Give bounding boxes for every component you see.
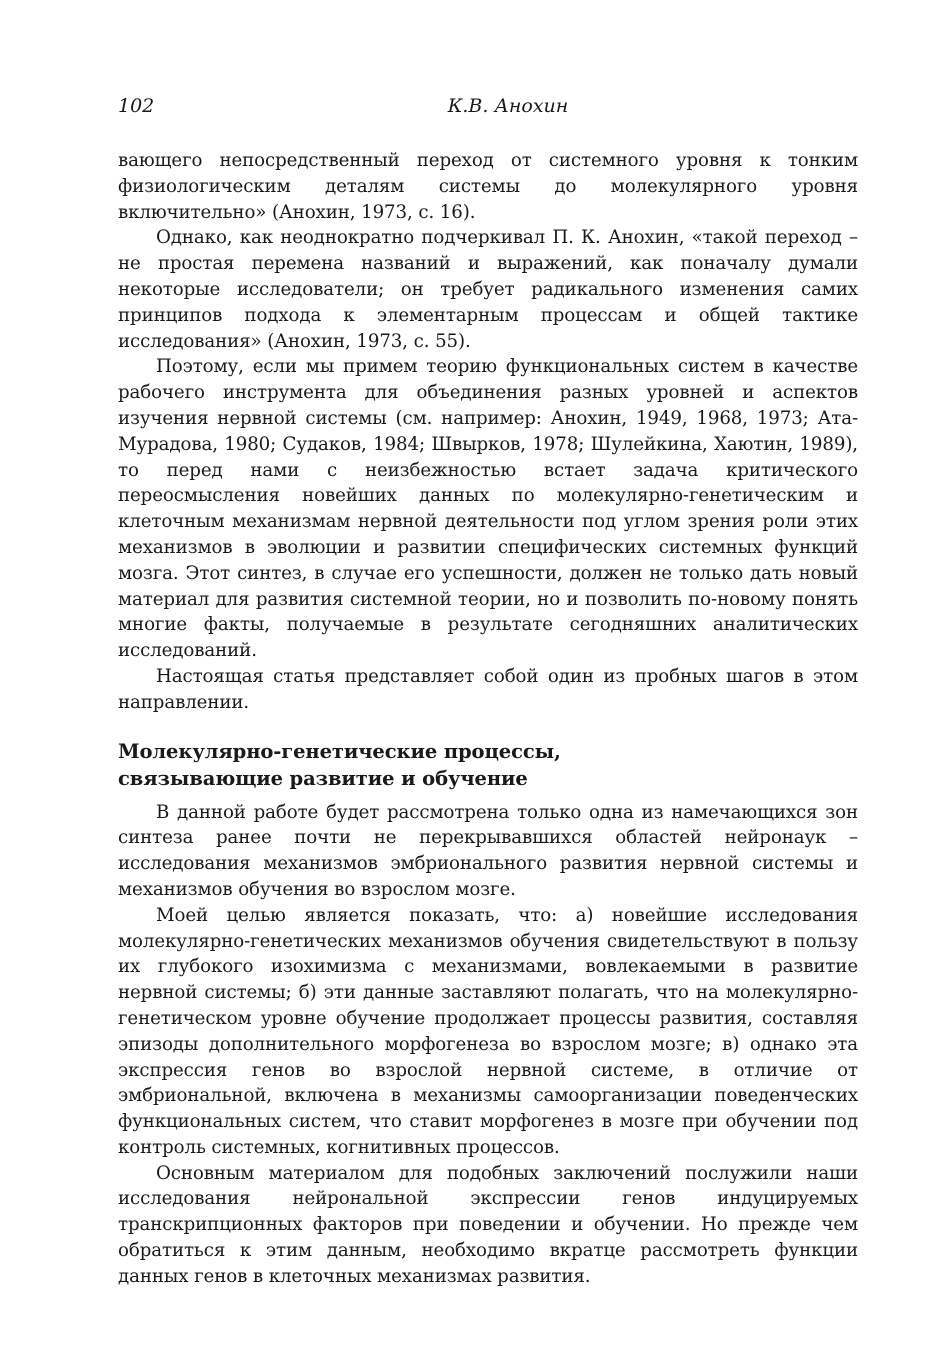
page-number: 102	[118, 95, 155, 117]
body-text	[118, 148, 858, 1290]
paragraph-continued: вающего непосредственный переход от системного уровня к тонким физиологическим деталям системы до молекулярного уровня включительно» (Анохин, 1973, с. 16).	[118, 150, 858, 223]
paragraph: В данной работе будет рассмотрена только одна из намечающихся зон синтеза ранее почти не перекрывавшихся областей нейронаук – исследования механизмов эмбрионального развития нервной системы и механизмов обучения во взрослом мозге.	[118, 801, 858, 900]
running-header-author: К.В. Анохин	[447, 95, 569, 117]
section-heading	[118, 738, 858, 792]
paragraph: Однако, как неоднократно подчеркивал П. К. Анохин, «такой переход – не простая перемена названий и выражений, как поначалу думали некоторые исследователи; он требует радикального изменения самих принципов подхода к элементарным процессам и общей тактике исследования» (Анохин, 1973, с. 55).	[118, 227, 858, 352]
section-heading-line: Молекулярно-генетические процессы,	[118, 739, 561, 763]
running-header	[118, 92, 858, 120]
paragraph: Поэтому, если мы примем теорию функциональных систем в качестве рабочего инструмента для объединения разных уровней и аспектов изучения нервной системы (см. например: Анохин, 1949, 1968, 1973; Ата-Мурадова, 1980; Судаков, 1984; Швырков, 1978; Шулейкина, Хаютин, 1989), то перед нами с неизбежностью встает задача критического переосмысления новейших данных по молекулярно-генетическим и клеточным механизмам нервной деятельности под углом зрения роли этих механизмов в эволюции и развитии специфических системных функций мозга. Этот синтез, в случае его успешности, должен не только дать новый материал для развития системной теории, но и позволить по-новому понять многие факты, получаемые в результате сегодняшних аналитических исследований.	[118, 356, 858, 662]
paragraph: Моей целью является показать, что: а) новейшие исследования молекулярно-генетических механизмов обучения свидетельствуют в пользу их глубокого изохимизма с механизмами, вовлекаемыми в развитие нервной системы; б) эти данные заставляют полагать, что на молекулярно-генетическом уровне обучение продолжает процессы развития, составляя эпизоды дополнительного морфогенеза во взрослом мозге; в) однако эта экспрессия генов во взрослой нервной системе, в отличие от эмбриональной, включена в механизмы самоорганизации поведенческих функциональных систем, что ставит морфогенез в мозге при обучении под контроль системных, когнитивных процессов.	[118, 904, 858, 1158]
paragraph: Настоящая статья представляет собой один из пробных шагов в этом направлении.	[118, 665, 858, 713]
paragraph: Основным материалом для подобных заключений послужили наши исследования нейрональной экспрессии генов индуцируемых транскрипционных факторов при поведении и обучении. Но прежде чем обратиться к этим данным, необходимо вкратце рассмотреть функции данных генов в клеточных механизмах развития.	[118, 1162, 858, 1287]
document-page	[118, 92, 858, 1290]
section-heading-line: связывающие развитие и обучение	[118, 766, 528, 790]
